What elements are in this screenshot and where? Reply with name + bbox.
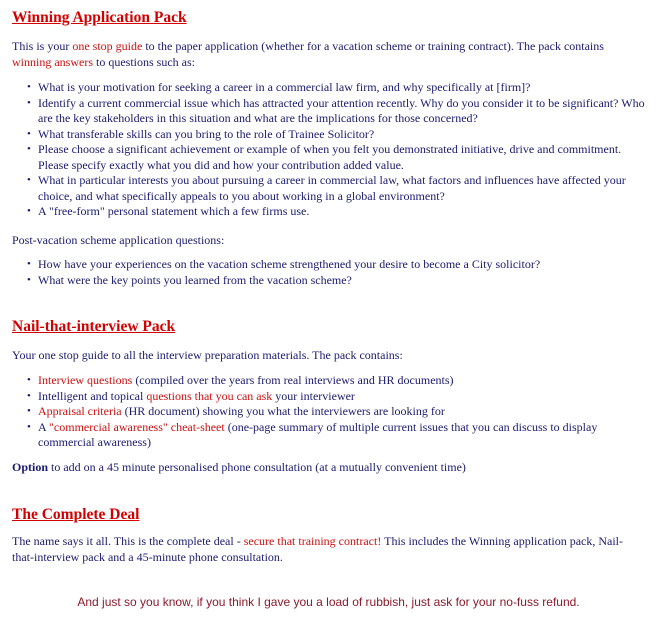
application-questions-list bbox=[12, 80, 652, 220]
appraisal-criteria-text: Appraisal criteria bbox=[38, 404, 122, 418]
nail-pack-items-list bbox=[12, 373, 652, 451]
intro-text-2: to the paper application (whether for a vacation scheme or training contract). The pack contains bbox=[142, 39, 604, 53]
list-item: • Please choose a significant achievement or example of when you felt you demonstrated initiative, drive and commitment. Please specify exactly what you did and how your contribution added value. bbox=[38, 142, 652, 173]
list-item: • A "commercial awareness" cheat-sheet (one-page summary of multiple current issues that you can discuss to display commercial awareness) bbox=[38, 420, 652, 451]
complete-deal-text: The name says it all. This is the complete deal - secure that training contract! This includes the Winning application pack, Nail-that-interview pack and a 45-minute phone consultation. bbox=[12, 534, 624, 564]
list-item: • Interview questions (compiled over the years from real interviews and HR documents) bbox=[38, 373, 652, 389]
list-item: • What is your motivation for seeking a career in a commercial law firm, and why specifically at [firm]? bbox=[38, 80, 652, 96]
list-item: • Identify a current commercial issue which has attracted your attention recently. Why do you consider it to be significant? Who are the key stakeholders in this situation and what are the implications for those concerned? bbox=[38, 96, 652, 127]
list-item: • What transferable skills can you bring to the role of Trainee Solicitor? bbox=[38, 127, 652, 143]
refund-note: And just so you know, if you think I gave you a load of rubbish, just ask for your no-fuss refund. bbox=[77, 595, 580, 609]
winning-pack-heading: Winning Application Pack bbox=[12, 9, 187, 26]
list-item: • A "free-form" personal statement which a few firms use. bbox=[38, 204, 652, 220]
intro-text-3: to questions such as: bbox=[93, 54, 195, 69]
questions-you-can-ask-text: questions that you can ask bbox=[146, 388, 273, 403]
option-label: Option bbox=[12, 460, 49, 474]
nail-pack-intro: Your one stop guide to all the interview preparation materials. The pack contains: bbox=[12, 348, 403, 362]
one-stop-guide-text: one stop guide bbox=[72, 39, 143, 53]
post-vacation-questions-list bbox=[12, 257, 652, 288]
option-description: to add on a 45 minute personalised phone consultation (at a mutually convenient time) bbox=[48, 460, 466, 474]
winning-answers-text: winning answers bbox=[12, 54, 93, 69]
intro-text-1: This is your bbox=[12, 39, 73, 53]
post-vacation-label: Post-vacation scheme application questions: bbox=[12, 233, 225, 247]
list-item: • What were the key points you learned from the vacation scheme? bbox=[38, 273, 652, 289]
secure-contract-text: secure that training contract! bbox=[243, 534, 382, 548]
list-item: • Appraisal criteria (HR document) showing you what the interviewers are looking for bbox=[38, 404, 652, 420]
winning-pack-intro bbox=[12, 39, 642, 70]
nail-interview-pack-heading: Nail-that-interview Pack bbox=[12, 318, 176, 335]
option-text bbox=[12, 460, 642, 476]
list-item: • What in particular interests you about pursuing a career in commercial law, what factors and influences have affected your choice, and what specifically appeals to you about working in a global environment? bbox=[38, 173, 652, 204]
cheat-sheet-text: "commercial awareness" cheat-sheet bbox=[49, 419, 225, 434]
list-item: • How have your experiences on the vacation scheme strengthened your desire to become a City solicitor? bbox=[38, 257, 652, 273]
interview-questions-text: Interview questions bbox=[38, 373, 133, 387]
list-item: • Intelligent and topical questions that you can ask your interviewer bbox=[38, 389, 652, 405]
complete-deal-heading: The Complete Deal bbox=[12, 506, 140, 523]
